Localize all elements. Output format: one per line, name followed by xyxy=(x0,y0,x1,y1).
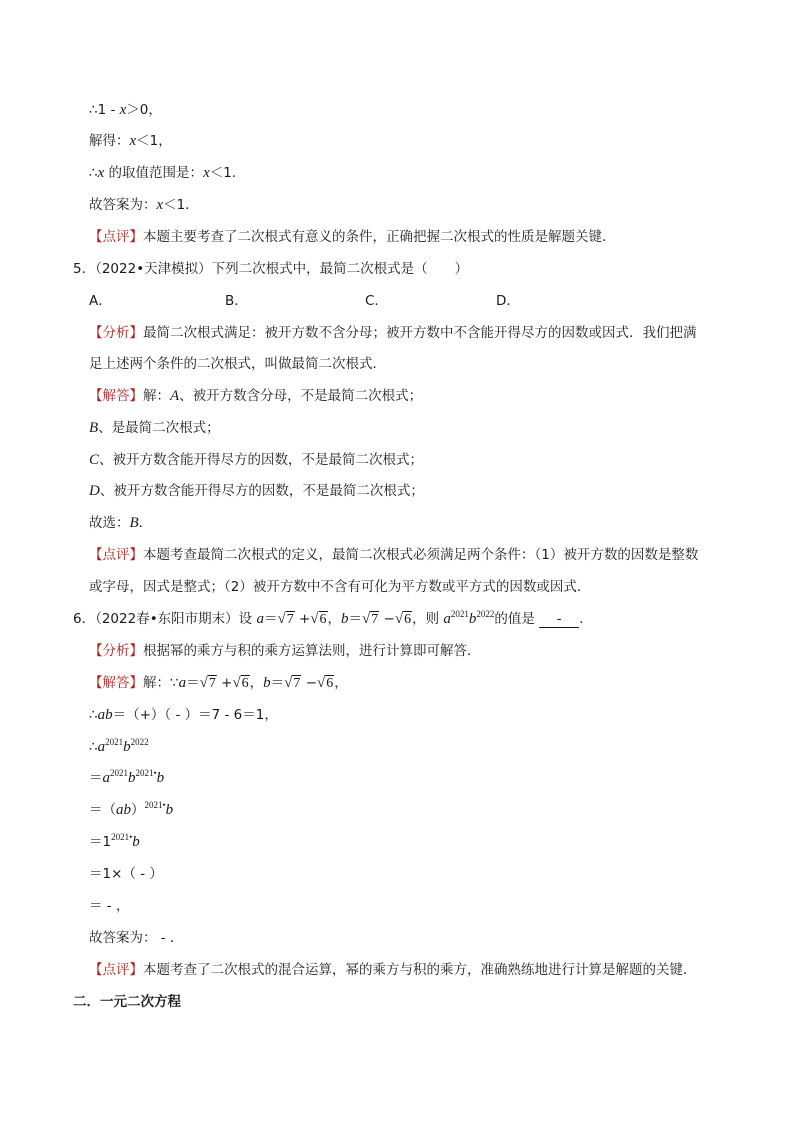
step-line: ∴ab＝（+）（ - ）＝7 - 6＝1， xyxy=(89,707,278,723)
step-line: ＝ - ， xyxy=(89,898,130,914)
analysis-line: 【分析】最简二次根式满足：被开方数不含分母；被开方数中不含能开得尽方的因数或因式．我们把满 xyxy=(89,325,697,341)
answer-blank: - xyxy=(539,611,579,628)
option-b: B． xyxy=(225,293,248,309)
answer-line: 故答案为： - ． xyxy=(89,930,184,946)
answer-tag: 【解答】 xyxy=(89,388,143,404)
question-5-stem: 5．（2022•天津模拟）下列二次根式中，最简二次根式是（ ） xyxy=(73,261,469,277)
comment-line: 【点评】本题考查最简二次根式的定义，最简二次根式必须满足两个条件：（1）被开方数的因数是整数 xyxy=(89,547,699,563)
sqrt-7: √7 xyxy=(284,675,301,691)
sqrt-6: √6 xyxy=(232,675,249,691)
step-line: $=a^{2021}b^{2021•}b$ xyxy=(89,768,165,786)
option-c: C． xyxy=(365,293,388,309)
analysis-line: 【分析】根据幂的乘方与积的乘方运算法则，进行计算即可解答． xyxy=(89,643,481,659)
comment-tag: 【点评】 xyxy=(89,547,143,563)
choice-line: 故选：B． xyxy=(89,515,153,531)
answer-line: 【解答】解：A、被开方数含分母，不是最简二次根式； xyxy=(89,388,423,404)
answer-line: D、被开方数含能开得尽方的因数，不是最简二次根式； xyxy=(89,483,424,499)
step-line: ∴1 - x＞0， xyxy=(89,102,162,118)
comment-line: 或字母，因式是整式；（2）被开方数中不含有可化为平方数或平方式的因数或因式． xyxy=(89,579,591,595)
comment-tag: 【点评】 xyxy=(89,962,143,978)
step-line: ＝（ab）$^{2021•}$b xyxy=(89,800,174,818)
analysis-tag: 【分析】 xyxy=(89,325,143,341)
answer-line: B、是最简二次根式； xyxy=(89,420,220,436)
question-6-stem: 6．（2022春•东阳市期末）设 a＝√7 +√6，b＝√7 −√6，则 $a^{2021}b^{2022}$的值是 - ． xyxy=(73,609,593,630)
comment-tag: 【点评】 xyxy=(89,229,143,245)
step-line: 解得：x＜1， xyxy=(89,133,172,149)
answer-line: C、被开方数含能开得尽方的因数，不是最简二次根式； xyxy=(89,452,424,468)
option-a: A． xyxy=(89,293,112,309)
sqrt-6: √6 xyxy=(394,611,412,627)
comment-line: 【点评】本题考查了二次根式的混合运算，幂的乘方与积的乘方，准确熟练地进行计算是解题的关键． xyxy=(89,962,697,978)
sqrt-7: √7 xyxy=(362,611,379,627)
step-line: $\therefore a^{2021}b^{2022}$ xyxy=(89,737,149,755)
sqrt-6: √6 xyxy=(310,611,327,627)
step-line: ＝1×（ - ） xyxy=(89,866,163,882)
sqrt-7: √7 xyxy=(199,675,216,691)
sqrt-7: √7 xyxy=(277,611,294,627)
answer-line: 故答案为：x＜1． xyxy=(89,197,199,213)
option-d: D． xyxy=(496,293,520,309)
answer-line: 【解答】解：∵a＝√7 +√6，b＝√7 −√6， xyxy=(89,673,348,694)
question-5-options xyxy=(89,291,689,311)
step-line: ∴x 的取值范围是：x＜1． xyxy=(89,165,246,181)
comment-line: 【点评】本题主要考查了二次根式有意义的条件，正确把握二次根式的性质是解题关键． xyxy=(89,229,616,245)
analysis-line: 足上述两个条件的二次根式，叫做最简二次根式． xyxy=(89,356,386,372)
sqrt-6: √6 xyxy=(317,675,334,691)
step-line: $=1^{2021•}b$ xyxy=(89,832,140,850)
section-heading: 二．一元二次方程 xyxy=(73,994,181,1010)
analysis-tag: 【分析】 xyxy=(89,643,143,659)
answer-tag: 【解答】 xyxy=(89,675,143,691)
